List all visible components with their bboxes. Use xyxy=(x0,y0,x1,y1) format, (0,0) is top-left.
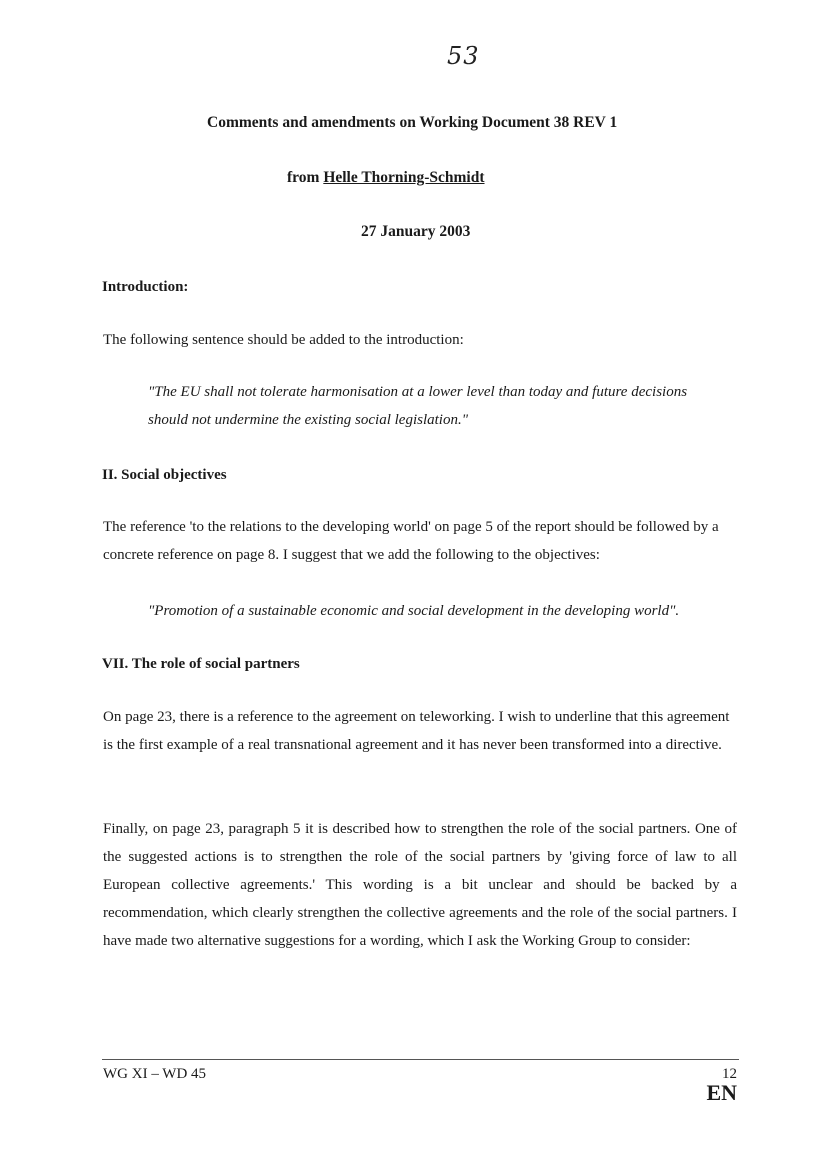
author-name: Helle Thorning-Schmidt xyxy=(323,169,485,186)
social-partners-paragraph-2: Finally, on page 23, paragraph 5 it is described how to strengthen the role of the social partners. One of the suggested actions is to strengthen the role of the social partners by 'giving force of law to all European collective agreements.' This wording is a bit unclear and should be backed by a recommendation, which clearly strengthen the collective agreements and the role of the social partners. I have made two alternative suggestions for a wording, which I ask the Working Group to consider: xyxy=(103,821,737,949)
from-label: from xyxy=(287,169,324,186)
handwritten-page-number: 53 xyxy=(447,42,480,70)
author-line xyxy=(287,169,485,187)
document-title: Comments and amendments on Working Document 38 REV 1 xyxy=(207,114,618,131)
footer-language-code: EN xyxy=(706,1080,737,1105)
footer-page-number: 12 xyxy=(722,1066,737,1082)
social-objectives-text: The reference 'to the relations to the developing world' on page 5 of the report should be followed by a concrete reference on page 8. I suggest that we add the following to the objectives: xyxy=(103,519,719,563)
social-objectives-heading: II. Social objectives xyxy=(102,467,227,483)
introduction-text: The following sentence should be added to the introduction: xyxy=(103,332,464,348)
introduction-quote: "The EU shall not tolerate harmonisation at a lower level than today and future decisions should not undermine the existing social legislation." xyxy=(148,384,688,428)
footer-divider xyxy=(102,1059,739,1060)
document-date: 27 January 2003 xyxy=(361,223,471,240)
footer-document-reference: WG XI – WD 45 xyxy=(103,1066,207,1082)
social-partners-heading: VII. The role of social partners xyxy=(102,656,300,672)
introduction-heading: Introduction: xyxy=(102,279,189,295)
social-partners-paragraph-1: On page 23, there is a reference to the agreement on teleworking. I wish to underline that this agreement is the first example of a real transnational agreement and it has never been transformed into a directive. xyxy=(103,709,730,753)
social-objectives-quote: "Promotion of a sustainable economic and social development in the developing world". xyxy=(148,603,680,619)
